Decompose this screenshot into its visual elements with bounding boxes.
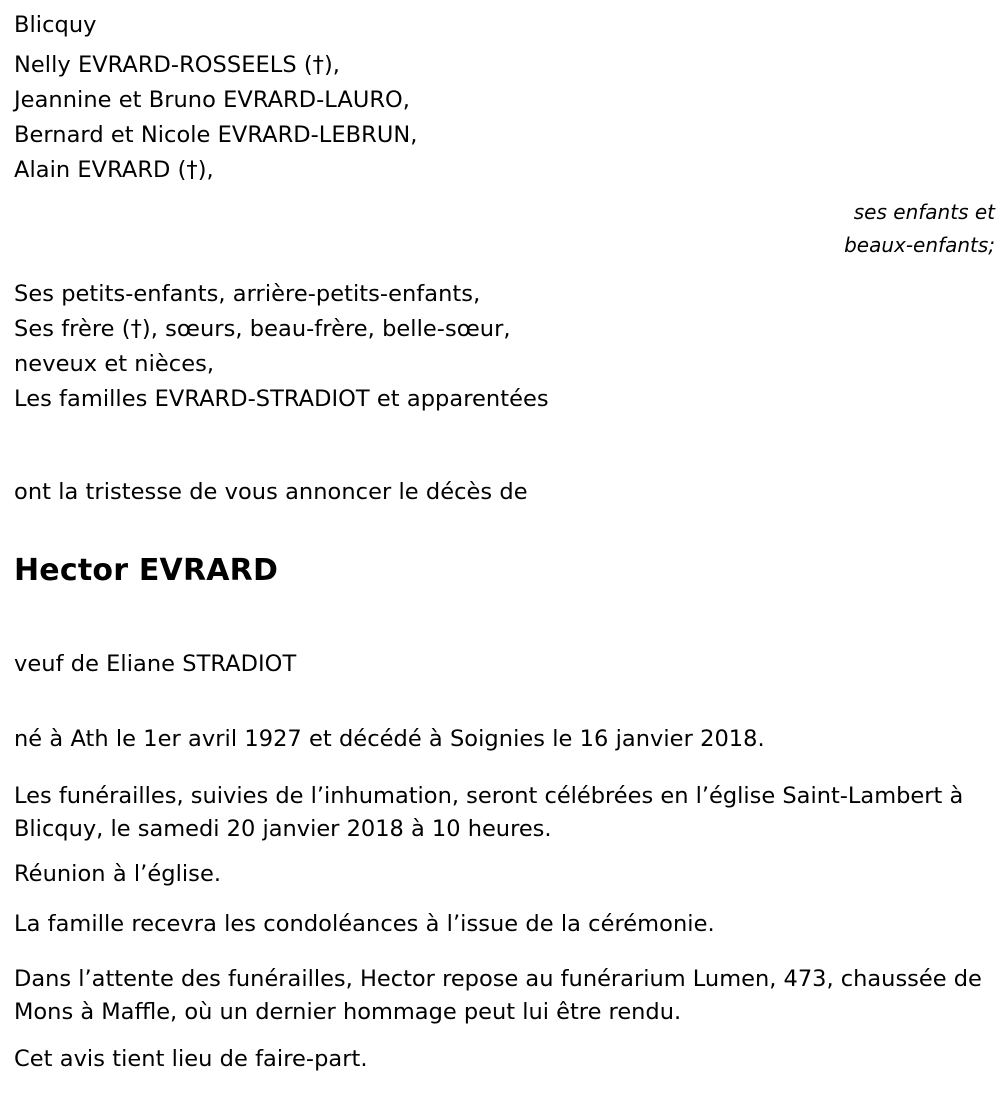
heirs-caption-line-2: beaux-enfants; [844,233,995,257]
birth-death-line: né à Ath le 1er avril 1927 et décédé à Soignies le 16 janvier 2018. [14,726,765,752]
family-line-1: Ses petits-enfants, arrière-petits-enfants, [14,281,481,307]
heirs-caption-line-1: ses enfants et [853,200,995,224]
heirs-caption [844,196,995,262]
meeting-line: Réunion à l’église. [14,861,222,887]
deceased-name: Hector EVRARD [14,553,279,588]
heir-line-4: Alain EVRARD (†), [14,157,214,183]
heir-line-1: Nelly EVRARD-ROSSEELS (†), [14,52,341,78]
spouse-line: veuf de Eliane STRADIOT [14,651,297,677]
family-line-3: neveux et nièces, [14,351,215,377]
locality-line: Blicquy [14,12,97,38]
family-line-2: Ses frère (†), sœurs, beau-frère, belle-sœur, [14,316,511,342]
repose-details: Dans l’attente des funérailles, Hector repose au funérarium Lumen, 473, chaussée de Mons à Maffle, où un dernier hommage peut lui être rendu. [14,966,982,1025]
funeral-details: Les funérailles, suivies de l’inhumation, seront célébrées en l’église Saint-Lambert à Blicquy, le samedi 20 janvier 2018 à 10 heures. [14,783,964,842]
announcement-text: ont la tristesse de vous annoncer le décès de [14,479,528,505]
condolences-line: La famille recevra les condoléances à l’issue de la cérémonie. [14,911,715,937]
closing-line: Cet avis tient lieu de faire-part. [14,1046,368,1072]
family-line-4: Les familles EVRARD-STRADIOT et apparentées [14,386,549,412]
heir-line-3: Bernard et Nicole EVRARD-LEBRUN, [14,122,418,148]
heir-line-2: Jeannine et Bruno EVRARD-LAURO, [14,87,410,113]
